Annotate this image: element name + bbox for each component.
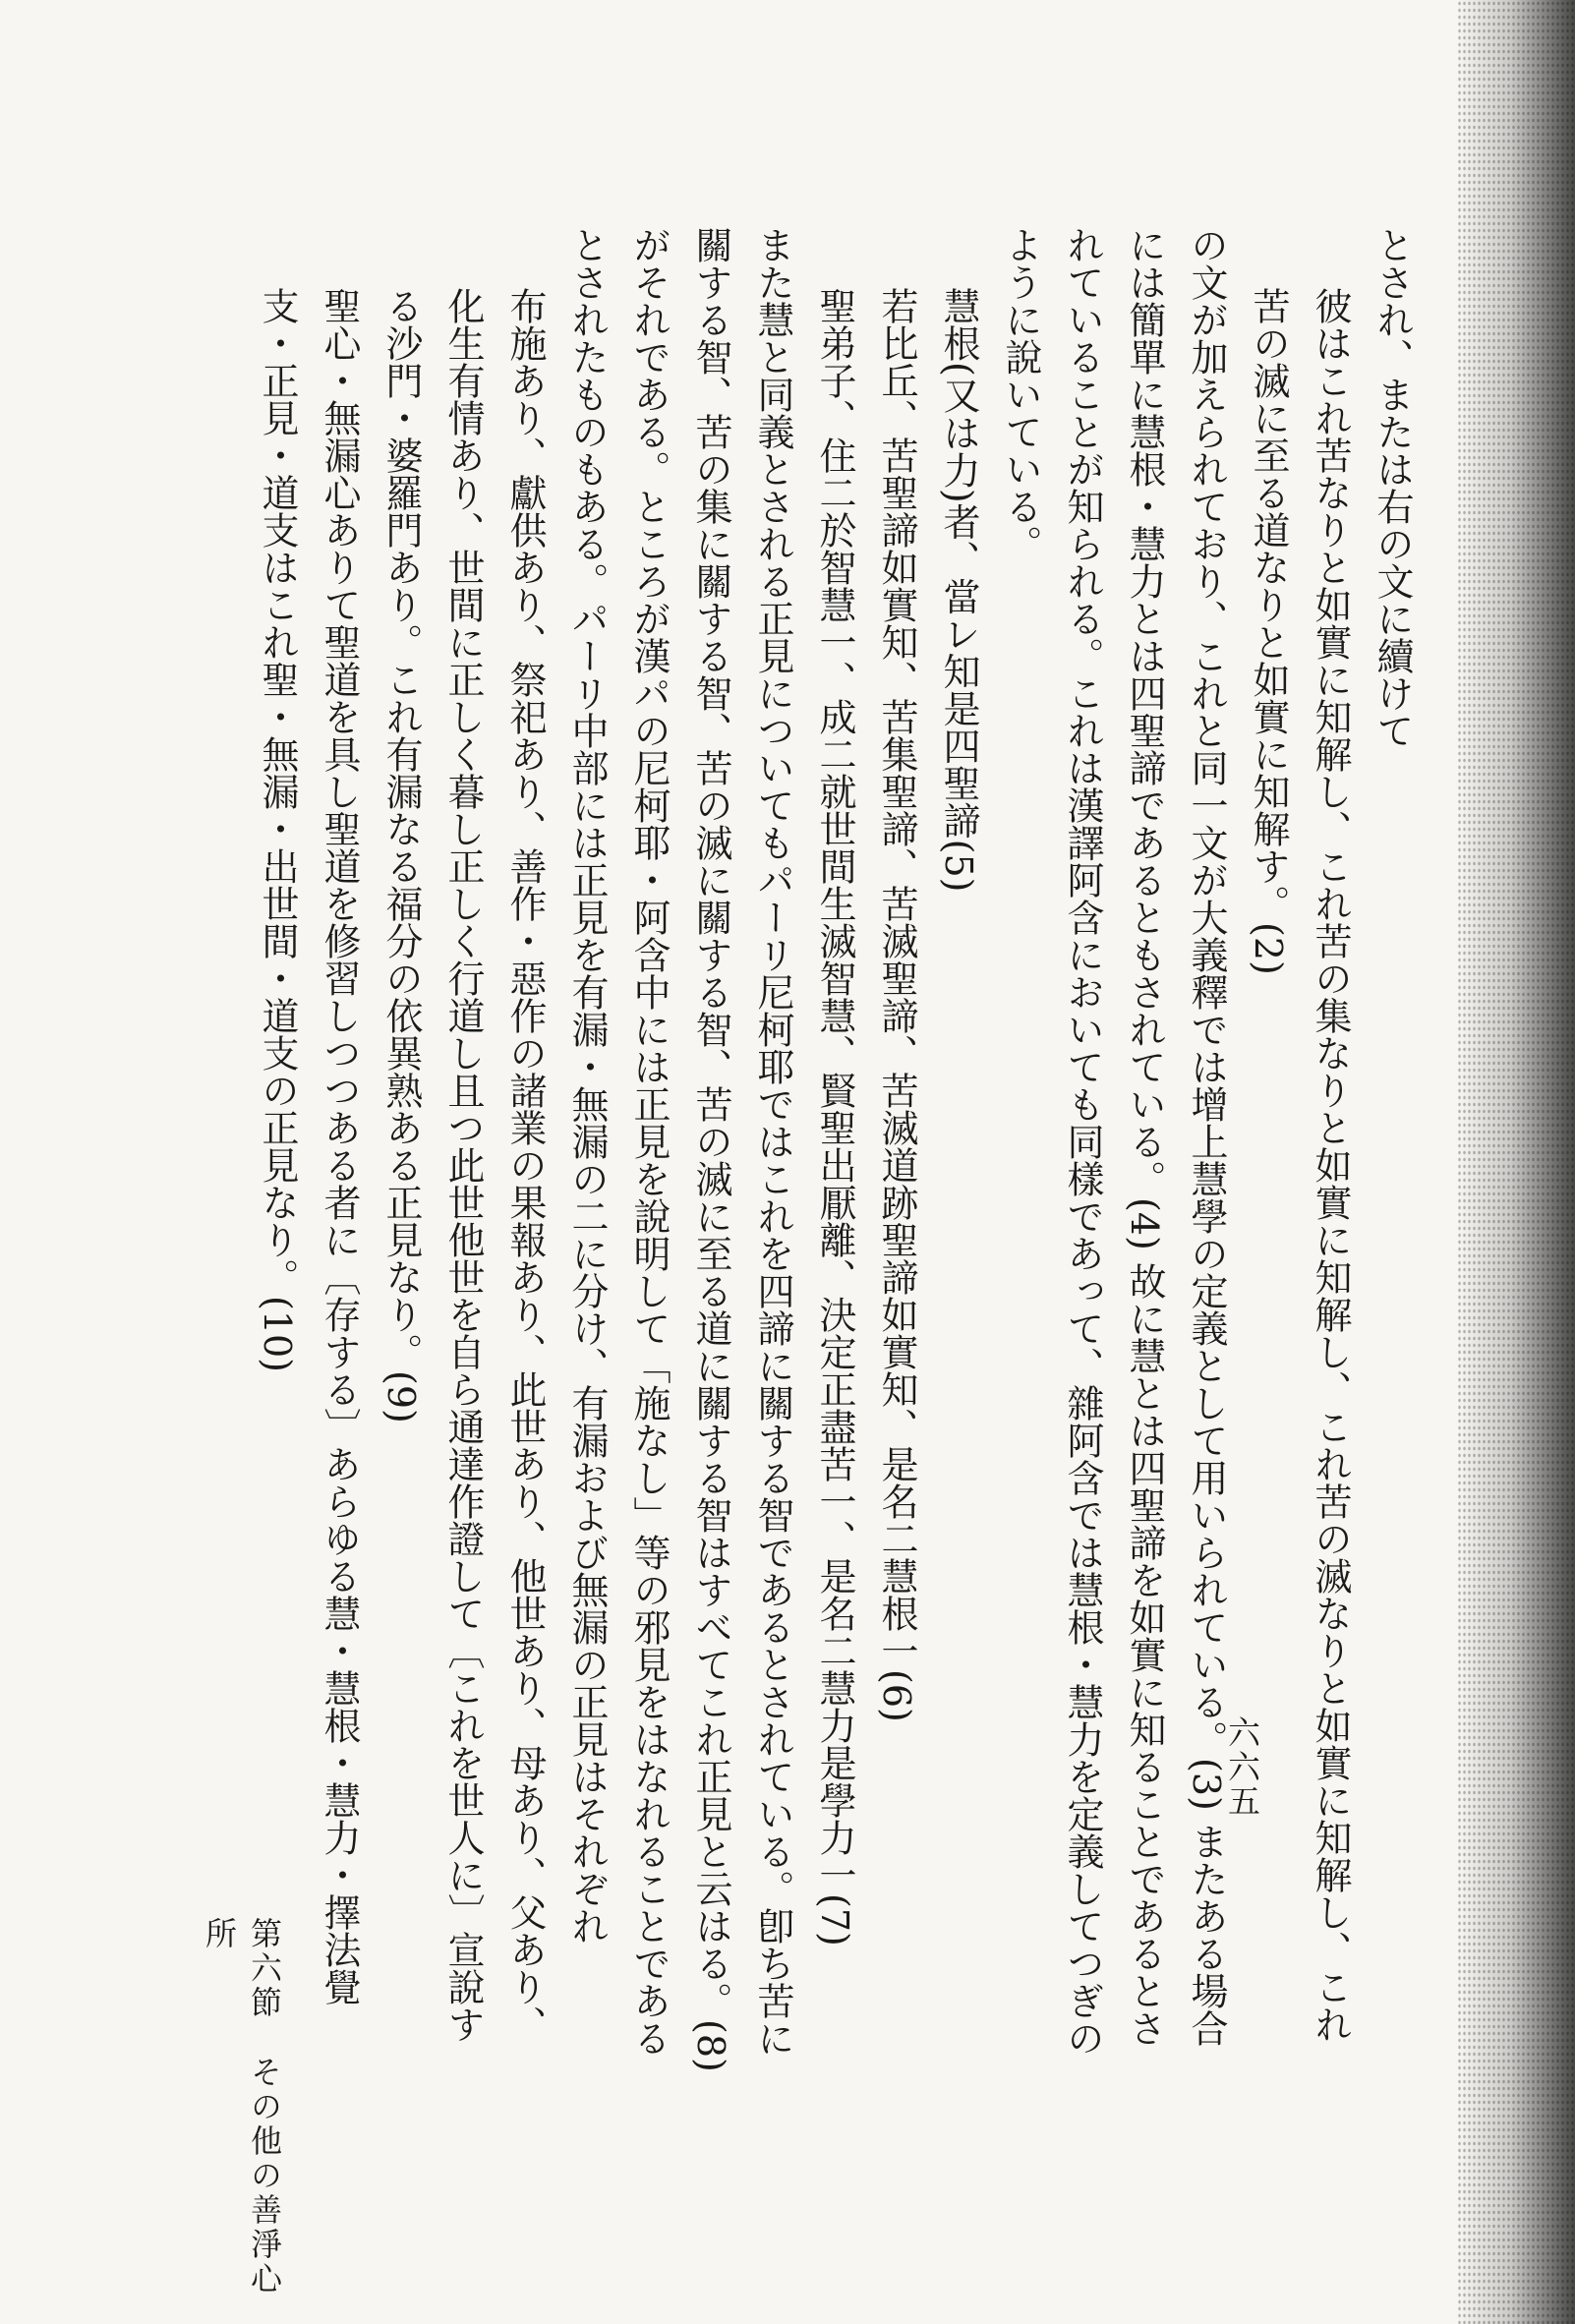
paragraph: また慧と同義とされる正見についてもパーリ尼柯耶ではこれを四諦に關する智であるとされている。卽ち苦に關する智、苦の集に關する智、苦の滅に關する智、苦の滅に至る道に關する智はすべてこれ正見と云はる。(8): [689, 226, 794, 2072]
body-text: [246, 226, 1423, 2074]
quoted-paragraph: 聖弟子、住二於智慧一、成二就世間生滅智慧、賢聖出厭離、決定正盡苦一、是名二慧力是學力一(7): [813, 287, 856, 1946]
quoted-paragraph: 聖心・無漏心ありて聖道を具し聖道を修習しつつある者に〔存する〕あらゆる慧・慧根・慧力・擇法覺支・正見・道支はこれ聖・無漏・出世間・道支の正見なり。(10): [256, 287, 361, 2005]
running-head-section: 第六節: [246, 1917, 283, 2020]
quoted-paragraph: 慧根(又は力)者、當レ知是四聖諦(5): [937, 287, 980, 893]
paragraph: がそれである。ところが漢パの尼柯耶・阿含中には正見を說明して「施なし」等の邪見をはなれることであるとされたものもある。パーリ中部には正見を有漏・無漏の二に分け、有漏および無漏の正見はそれぞれ: [565, 226, 671, 2057]
quoted-paragraph: 若比丘、苦聖諦如實知、苦集聖諦、苦滅聖諦、苦滅道跡聖諦如實知、是名二慧根一(6): [875, 287, 918, 1722]
page-number: 六六五: [1223, 1715, 1261, 1819]
running-head: [197, 1917, 287, 2324]
quoted-paragraph: 彼はこれ苦なりと如實に知解し、これ苦の集なりと如實に知解し、これ苦の滅なりと如實に知解し、これ苦の滅に至る道なりと如實に知解す。(2): [1247, 287, 1352, 2043]
scan-edge-shadow: [1457, 0, 1575, 2324]
paragraph: とされ、または右の文に續けて: [1371, 226, 1414, 749]
quoted-paragraph: 布施あり、獻供あり、祭祀あり、善作・惡作の諸業の果報あり、此世あり、他世あり、母あり、父あり、化生有情あり、世間に正しく暮し正しく行道し且つ此世他世を自ら通達作證して〔これを世人に〕宣說する沙門・婆羅門あり。これ有漏なる福分の依異熟ある正見なり。(9): [379, 287, 547, 2043]
running-head-title: その他の善淨心所: [201, 1917, 283, 2296]
paragraph: の文が加えられており、これと同一文が大義釋では增上慧學の定義として用いられている。(3) またある場合には簡單に慧根・慧力とは四聖諦であるともされている。(4) 故に慧とは四聖諦を如實に知ることであるとされていることが知られる。これは漢譯阿含においても同樣であって、雜阿含では慧根・慧力を定義してつぎのように說いている。: [999, 226, 1228, 2057]
